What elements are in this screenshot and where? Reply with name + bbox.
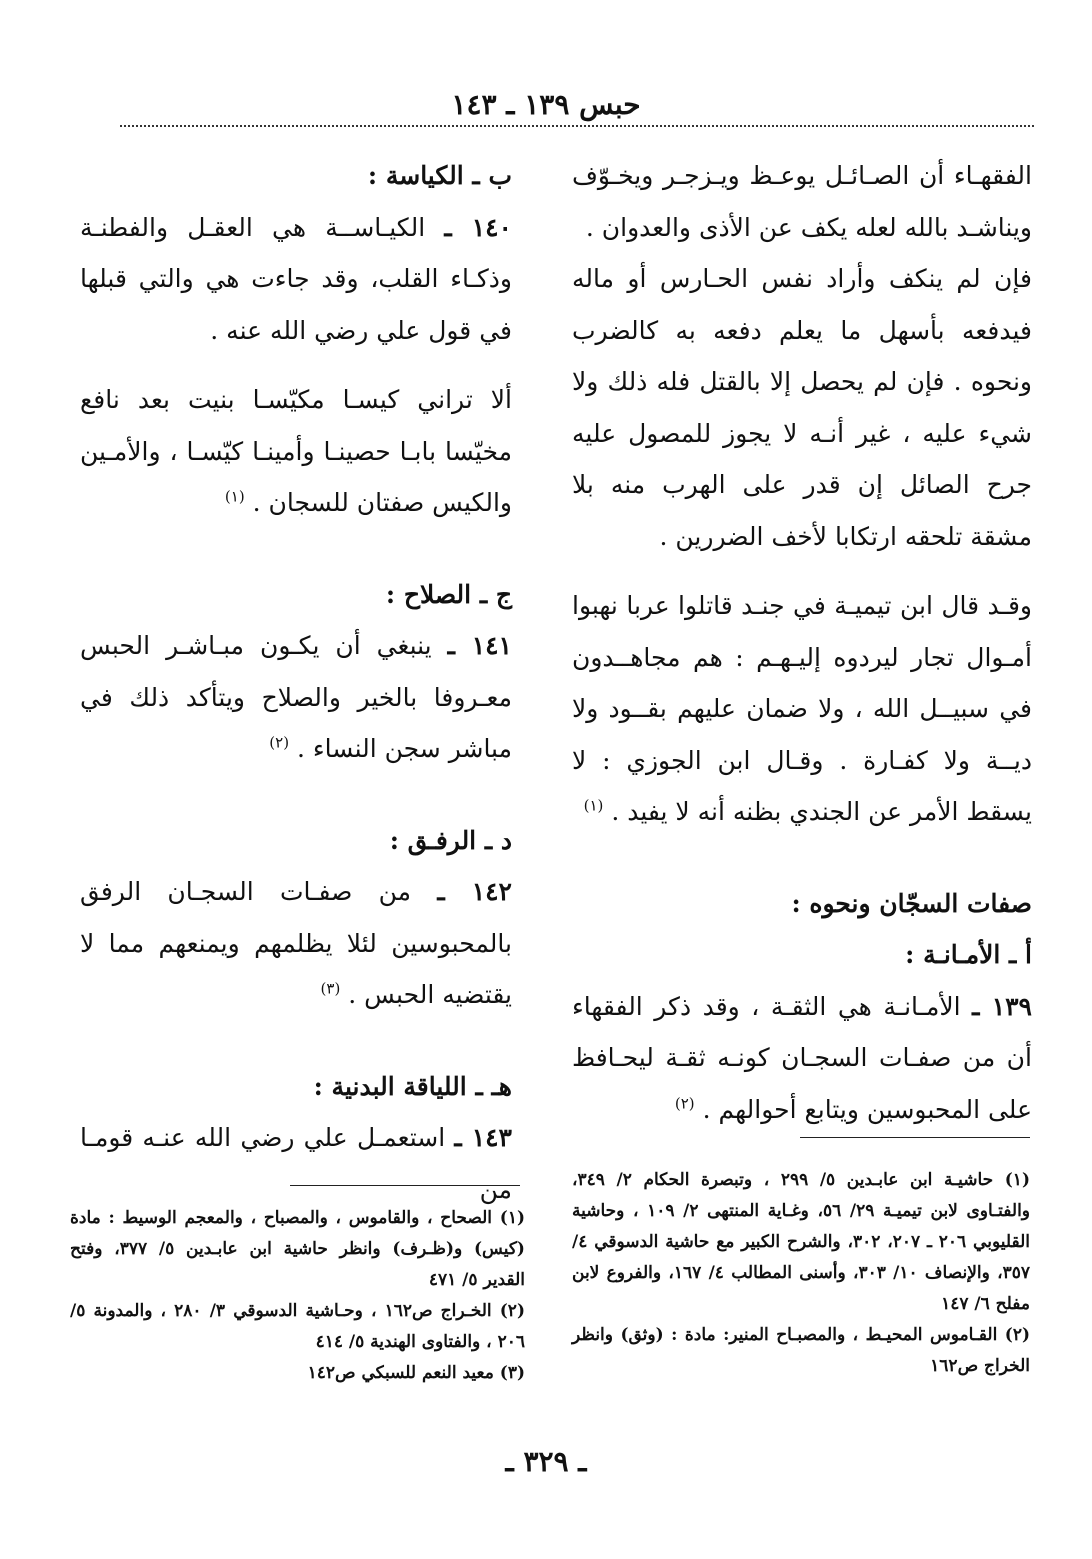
footnote-left-2: (٢) الخـراج ص١٦٢ ، وحـاشية الدسوقي ٣/ ٢٨٠ ، والمدونة ٥/ ٢٠٦ ، والفتاوى الهندية ٥/ ٤١٤ xyxy=(70,1301,525,1352)
footnote-ref: (٢) xyxy=(674,1094,695,1113)
footnote-ref: (٣) xyxy=(320,979,341,998)
paragraph-number: ١٤٣ ـ xyxy=(454,1123,512,1152)
paragraph-right-2: فإن لم ينكف وأراد نفس الحـارس أو ماله فيدفعه بأسهل ما يعلم دفعه به كالضرب ونحوه . فإن لم يحصل إلا بالقتل فله ذلك ولا شيء عليه ، غير أنـه لا يجوز للمصول عليه جرح الصائل إن قدر على الهرب منه بلا مشقة تلحقه ارتكابا لأخف الضررين . xyxy=(572,264,1032,551)
paragraph-143-text: استعمـل علي رضي الله عنـه قومـا من xyxy=(80,1123,512,1204)
footnote-rule-right xyxy=(800,1137,1030,1138)
page-number: ـ ٣٢٩ ـ xyxy=(505,1445,587,1478)
footnote-ref: (١) xyxy=(583,796,604,815)
footnote-left-1: (١) الصحاح ، والقاموس ، والمصباح ، والمعجم الوسيط : مادة (كيس) و(ظـرف) وانظر حاشية ابن عابـدين ٥/ ٣٧٧، وفتح القدير ٥/ ٤٧١ xyxy=(70,1208,525,1290)
paragraph-143 xyxy=(80,1112,512,1215)
paragraph-number: ١٣٩ ـ xyxy=(972,991,1032,1021)
footnotes-left xyxy=(70,1203,525,1389)
paragraph-right-3 xyxy=(572,580,1032,838)
running-header: حبس ١٣٩ ـ ١٤٣ xyxy=(451,88,641,121)
footnote-ref: (٢) xyxy=(269,733,290,752)
paragraph-140-text: الكيـاســة هي العقـل والفطنـة وذكـاء القلب، وقد جاءت هي والتي قبلها في قول علي رضي الله عنه . xyxy=(80,212,512,345)
footnote-left-3: (٣) معيد النعم للسبكي ص١٤٢ xyxy=(307,1363,525,1383)
verse-paragraph xyxy=(80,374,512,529)
paragraph-number: ١٤١ ـ xyxy=(447,631,512,660)
paragraph-right-3-text: وقـد قال ابن تيميـة في جنـد قاتلوا عربا نهبوا أمـوال تجار ليردوه إليـهـم : هم مجاهــدون في سبيــل الله ، ولا ضمان عليهم بقــود ولا ديــة ولا كفـارة . وقـال ابن الجوزي : لا يسقط الأمر عن الجندي بظنه أنه لا يفيد . xyxy=(572,591,1032,826)
paragraph-142-text: من صفـات السجـان الرفق بالمحبوسين لئلا يظلمهم ويمنعهم مما لا يقتضيه الحبس . xyxy=(80,877,512,1009)
subheading-rifq: د ـ الرفـق : xyxy=(389,825,512,855)
paragraph-139 xyxy=(572,981,1032,1136)
footnote-right-1: (١) حاشيـة ابن عابـدين ٥/ ٢٩٩ ، وتبصرة الحكام ٢/ ٣٤٩، والفتـاوى لابن تيميـة ٢٩/ ٥٦، وغـاية المنتهى ٢/ ١٠٩ ، وحاشية القليوبي ٢٠٦ ـ ٢٠٧، ٣٠٢، والشرح الكبير مع حاشية الدسوقي ٤/ ٣٥٧، والإنصاف ١٠/ ٣٠٣، وأسنى المطالب ٤/ ١٦٧، والفروع لابن مفلح ٦/ ١٤٧ xyxy=(572,1170,1031,1314)
subheading-kiyasah: ب ـ الكياسة : xyxy=(367,161,512,190)
verse-text: ألا تراني كيسـا مكيّسـا بنيت بعد نافع مخيّسا بابـا حصينـا وأمينـا كيّسـا ، والأمـين والكيس صفتان للسجان . xyxy=(80,385,512,517)
paragraph-142 xyxy=(80,866,512,1021)
paragraph-140 xyxy=(80,202,512,357)
paragraph-141 xyxy=(80,620,512,775)
subheading-fitness: هـ ـ اللياقة البدنية : xyxy=(313,1071,512,1101)
right-column xyxy=(572,150,1032,1135)
section-heading: صفات السجّان ونحوه : xyxy=(791,888,1032,918)
footnote-rule-left xyxy=(290,1185,520,1186)
paragraph-141-text: ينبغي أن يكـون مبـاشـر الحبس معـروفا بالخير والصلاح ويتأكد ذلك في مباشر سجن النساء . xyxy=(80,631,512,763)
footnotes-right xyxy=(572,1165,1030,1382)
footnote-right-2: (٢) القـاموس المحيـط ، والمصبـاح المنير: مادة : (وثق) وانظر الخراج ص١٦٢ xyxy=(572,1325,1030,1376)
paragraph-number: ١٤٠ ـ xyxy=(444,212,512,242)
left-column xyxy=(80,150,512,1215)
paragraph-number: ١٤٢ ـ xyxy=(437,877,512,906)
header-dotted-rule xyxy=(120,125,1034,127)
paragraph-right-1: الفقهـاء أن الصـائـل يوعـظ ويـزجـر ويخـوّف ويناشـد بالله لعله يكف عن الأذى والعدوان . xyxy=(572,161,1032,242)
subheading-amanah: أ ـ الأمـانـة : xyxy=(905,940,1032,969)
footnote-ref: (١) xyxy=(224,487,245,506)
subheading-salah: ج ـ الصلاح : xyxy=(385,579,512,609)
paragraph-139-text: الأمـانـة هي الثقـة ، وقد ذكر الفقهاء أن من صفـات السجـان كونـه ثقـة ليحـافظ على المحبوسين ويتابع أحوالهم . xyxy=(572,991,1032,1124)
